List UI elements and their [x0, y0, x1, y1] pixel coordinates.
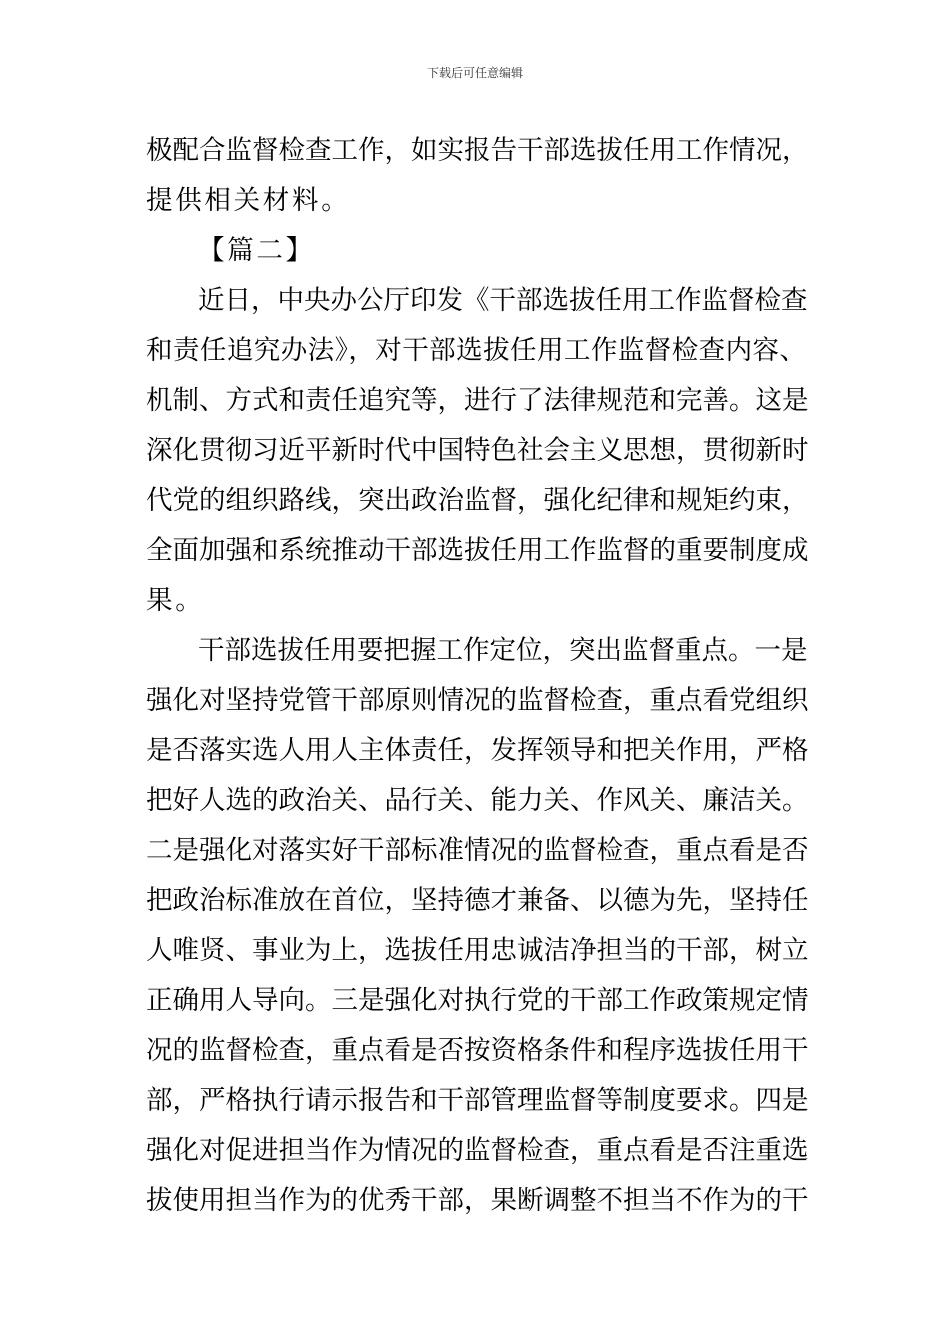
text-line: 果。 — [146, 585, 205, 616]
text-line: 把政治标准放在首位，坚持德才兼备、以德为先，坚持任 — [146, 885, 809, 916]
text-line: 干部选拔任用要把握工作定位，突出监督重点。一是 — [198, 635, 808, 666]
text-line: 是否落实选人用人主体责任，发挥领导和把关作用，严格 — [146, 735, 809, 766]
text-line: 代党的组织路线，突出政治监督，强化纪律和规矩约束， — [146, 485, 809, 516]
text-line: 机制、方式和责任追究等，进行了法律规范和完善。这是 — [146, 385, 809, 416]
text-line: 极配合监督检查工作，如实报告干部选拔任用工作情况， — [146, 135, 809, 166]
text-line: 拔使用担当作为的优秀干部，果断调整不担当不作为的干 — [146, 1185, 809, 1216]
text-line: 况的监督检查，重点看是否按资格条件和程序选拔任用干 — [146, 1035, 809, 1066]
text-line: 把好人选的政治关、品行关、能力关、作风关、廉洁关。 — [146, 785, 809, 816]
text-line: 人唯贤、事业为上，选拔任用忠诚洁净担当的干部，树立 — [146, 935, 809, 966]
text-line: 和责任追究办法》，对干部选拔任用工作监督检查内容、 — [146, 335, 806, 366]
text-line: 强化对促进担当作为情况的监督检查，重点看是否注重选 — [146, 1135, 809, 1166]
text-line: 强化对坚持党管干部原则情况的监督检查，重点看党组织 — [146, 685, 809, 716]
text-line: 二是强化对落实好干部标准情况的监督检查，重点看是否 — [146, 835, 809, 866]
page-header: 下载后可任意编辑 — [426, 66, 523, 80]
document-body — [146, 126, 809, 1226]
text-line: 全面加强和系统推动干部选拔任用工作监督的重要制度成 — [146, 535, 809, 566]
text-line: 近日，中央办公厅印发《干部选拔任用工作监督检查 — [198, 285, 808, 316]
text-line: 部，严格执行请示报告和干部管理监督等制度要求。四是 — [146, 1085, 809, 1116]
text-line: 提供相关材料。 — [146, 185, 351, 216]
text-line: 深化贯彻习近平新时代中国特色社会主义思想，贯彻新时 — [146, 435, 809, 466]
text-line: 正确用人导向。三是强化对执行党的干部工作政策规定情 — [146, 985, 809, 1016]
section-heading: 【篇二】 — [198, 235, 315, 266]
